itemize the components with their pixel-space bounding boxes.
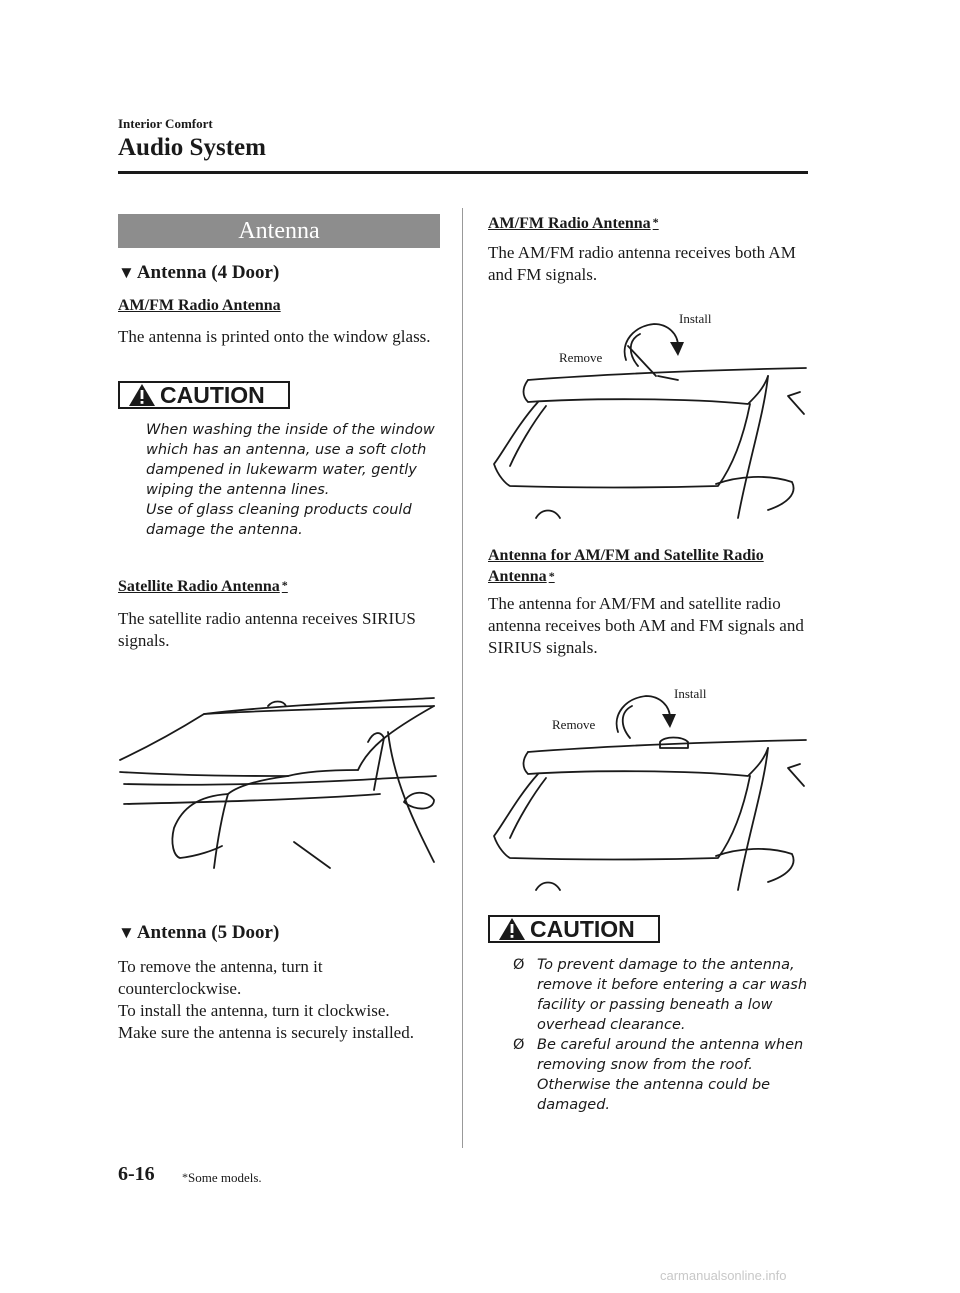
triangle-marker-icon: ▼: [118, 923, 135, 942]
bullet-arrow-icon: Ø: [513, 957, 525, 973]
chapter-title: Audio System: [118, 134, 266, 161]
hatchback-antenna-illustration-2: [488, 676, 808, 896]
install-label-2: Install: [674, 686, 707, 701]
caution-bullet-1: Ø To prevent damage to the antenna, remove it before entering a car wash facility or passing beneath a low overhead clearance.: [513, 957, 808, 1033]
amfm-text-right: The AM/FM radio antenna receives both AM and FM signals.: [488, 243, 796, 284]
column-divider: [462, 208, 463, 1148]
star-icon: *: [652, 215, 659, 229]
caution-label-right: CAUTION: [488, 915, 660, 943]
install-label-1: Install: [679, 311, 712, 326]
watermark: carmanualsonline.info: [660, 1268, 787, 1283]
caution-label-left: CAUTION: [118, 381, 290, 409]
hatchback-antenna-illustration-1: [488, 304, 808, 524]
star-icon: *: [182, 1170, 188, 1184]
caution-text-left: When washing the inside of the window which has an antenna, use a soft cloth dampened in lukewarm water, gently wiping the antenna lines. Use of glass cleaning products could damage the antenna.: [146, 422, 435, 538]
amfm-heading-right: AM/FM Radio Antenna *: [488, 215, 659, 232]
antenna-banner: Antenna: [118, 214, 440, 248]
star-icon: *: [548, 569, 555, 583]
remove-label-2: Remove: [552, 717, 596, 732]
combo-heading: Antenna for AM/FM and Satellite Radio Antenna *: [488, 547, 764, 585]
page-number: 6-16: [118, 1163, 155, 1185]
triangle-marker-icon: ▼: [118, 263, 135, 282]
satellite-text: The satellite radio antenna receives SIRIUS signals.: [118, 609, 416, 650]
bullet-arrow-icon: Ø: [513, 1037, 525, 1053]
star-icon: *: [281, 578, 288, 592]
footnote: *Some models.: [182, 1170, 262, 1185]
header-rule: [118, 171, 808, 174]
combo-text: The antenna for AM/FM and satellite radio antenna receives both AM and FM signals and SIRIUS signals.: [488, 594, 804, 657]
amfm-heading-left: AM/FM Radio Antenna: [118, 297, 281, 314]
rotate-arrow-icon: [617, 696, 676, 738]
warning-triangle-icon: [128, 383, 156, 407]
five-door-instructions: To remove the antenna, turn it counterclockwise. To install the antenna, turn it clockwise. Make sure the antenna is securely installed.: [118, 957, 414, 1042]
warning-triangle-icon: [498, 917, 526, 941]
section-label: Interior Comfort: [118, 116, 213, 131]
rotate-arrow-icon: [625, 324, 684, 366]
subheading-4-door: ▼ Antenna (4 Door): [118, 262, 280, 283]
caution-text-right: [513, 955, 809, 1115]
caution-bullet-2: Ø Be careful around the antenna when removing snow from the roof. Otherwise the antenna could be damaged.: [513, 1037, 804, 1113]
subheading-5-door: ▼ Antenna (5 Door): [118, 922, 280, 943]
remove-label-1: Remove: [559, 350, 603, 365]
amfm-text-left: The antenna is printed onto the window glass.: [118, 327, 431, 346]
satellite-heading: Satellite Radio Antenna *: [118, 578, 288, 595]
sedan-antenna-illustration: [118, 672, 440, 872]
